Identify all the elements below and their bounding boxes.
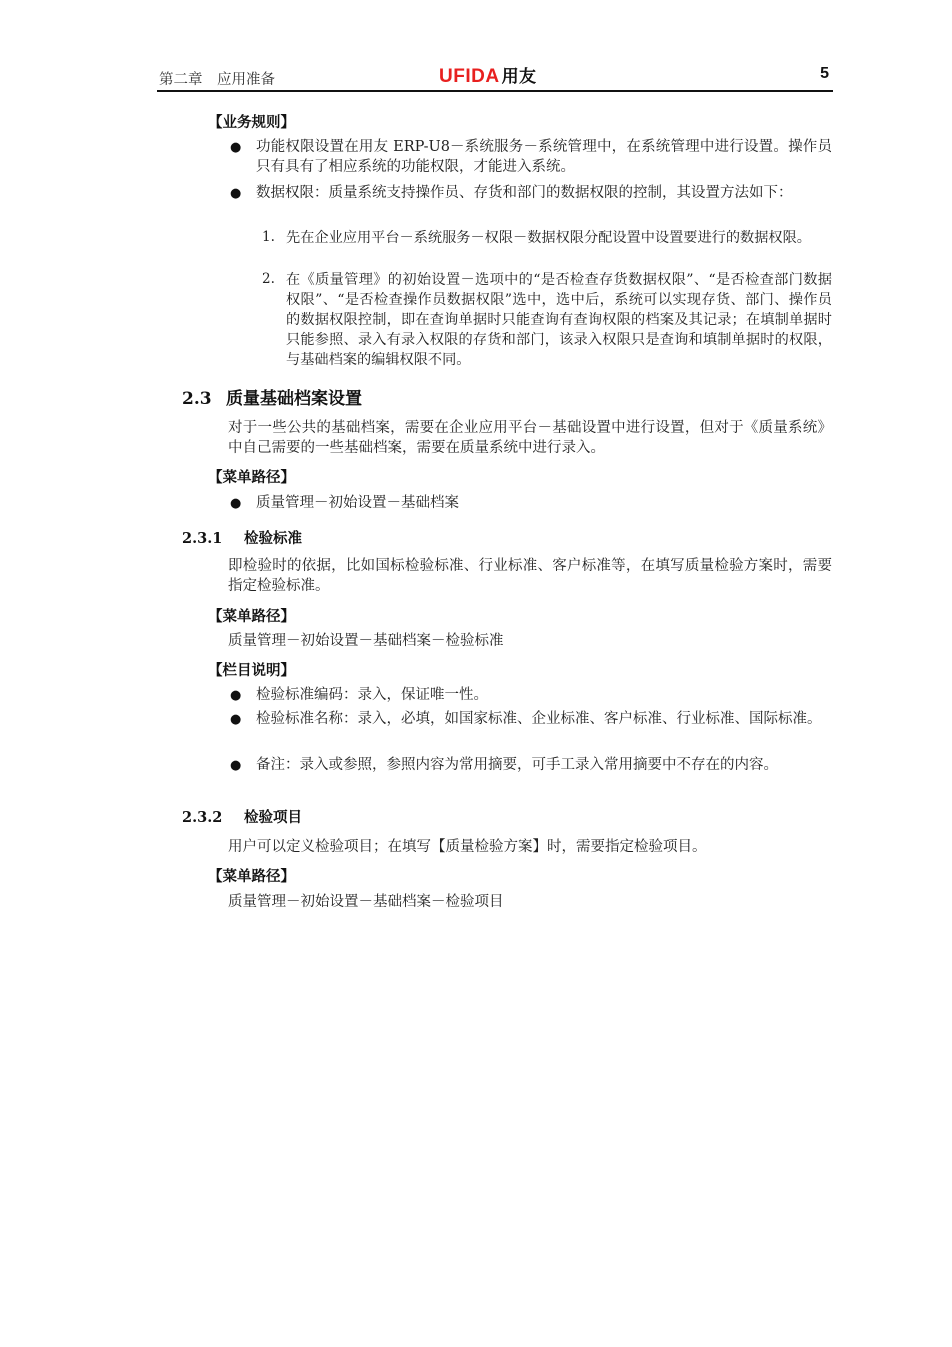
bullet-icon: ● xyxy=(230,140,242,155)
section-2-3-2-heading xyxy=(182,806,302,827)
bullet-icon: ● xyxy=(230,496,242,511)
section-2-3-heading xyxy=(182,384,362,409)
business-rule-item-2: 数据权限：质量系统支持操作员、存货和部门的数据权限的控制，其设置方法如下： xyxy=(256,185,793,201)
bullet-icon: ● xyxy=(230,688,242,703)
section-title: 质量基础档案设置 xyxy=(226,389,362,409)
bullet-icon: ● xyxy=(230,186,242,201)
data-permission-step-2: 在《质量管理》的初始设置－选项中的“是否检查存货数据权限”、“是否检查部门数据权限”、“是否检查操作员数据权限”选中，选中后，系统可以实现存货、部门、操作员的数据权限控制，即在查询单据时只能查询有查询权限的档案及其记录；在填制单据时只能参照、录入有录入权限的存货和部门，该录入权限只是查询和填制单据时的权限，与基础档案的编辑权限不同。 xyxy=(286,272,832,368)
section-2-3-2-intro: 用户可以定义检验项目；在填写【质量检验方案】时，需要指定检验项目。 xyxy=(228,839,707,855)
ufida-logo xyxy=(439,62,537,88)
section-2-3-1-heading xyxy=(182,527,302,548)
page-header xyxy=(157,60,833,92)
logo-cn: 用友 xyxy=(501,67,537,86)
business-rules-title: 【业务规则】 xyxy=(208,114,295,131)
list-number-2: 2. xyxy=(262,271,275,287)
section-number: 2.3.1 xyxy=(182,530,223,547)
menu-path-item: 质量管理－初始设置－基础档案 xyxy=(256,495,459,511)
field-item-3: 备注：录入或参照，参照内容为常用摘要，可手工录入常用摘要中不存在的内容。 xyxy=(256,757,778,773)
section-2-3-intro: 对于一些公共的基础档案，需要在企业应用平台－基础设置中进行设置，但对于《质量系统》中自己需要的一些基础档案，需要在质量系统中进行录入。 xyxy=(228,420,832,456)
chapter-title: 第二章 应用准备 xyxy=(159,72,275,88)
page-number: 5 xyxy=(820,65,829,82)
business-rule-item-1: 功能权限设置在用友 ERP-U8－系统服务－系统管理中，在系统管理中进行设置。操作员只有具有了相应系统的功能权限，才能进入系统。 xyxy=(256,139,832,175)
section-number: 2.3 xyxy=(182,389,212,409)
field-item-1: 检验标准编码：录入，保证唯一性。 xyxy=(256,687,488,703)
menu-path-text: 质量管理－初始设置－基础档案－检验项目 xyxy=(228,894,504,910)
field-item-2: 检验标准名称：录入，必填，如国家标准、企业标准、客户标准、行业标准、国际标准。 xyxy=(256,711,822,727)
menu-path-text: 质量管理－初始设置－基础档案－检验标准 xyxy=(228,633,504,649)
menu-path-title: 【菜单路径】 xyxy=(208,469,295,486)
section-number: 2.3.2 xyxy=(182,809,223,826)
bullet-icon: ● xyxy=(230,712,242,727)
section-title: 检验标准 xyxy=(244,530,302,547)
logo-latin: UFIDA xyxy=(439,66,500,87)
section-title: 检验项目 xyxy=(244,809,302,826)
data-permission-step-1: 先在企业应用平台－系统服务－权限－数据权限分配设置中设置要进行的数据权限。 xyxy=(286,230,811,246)
list-number-1: 1. xyxy=(262,229,275,245)
bullet-icon: ● xyxy=(230,758,242,773)
field-description-title: 【栏目说明】 xyxy=(208,662,295,679)
menu-path-title: 【菜单路径】 xyxy=(208,608,295,625)
menu-path-title: 【菜单路径】 xyxy=(208,868,295,885)
section-2-3-1-intro: 即检验时的依据，比如国标检验标准、行业标准、客户标准等，在填写质量检验方案时，需要指定检验标准。 xyxy=(228,558,832,594)
